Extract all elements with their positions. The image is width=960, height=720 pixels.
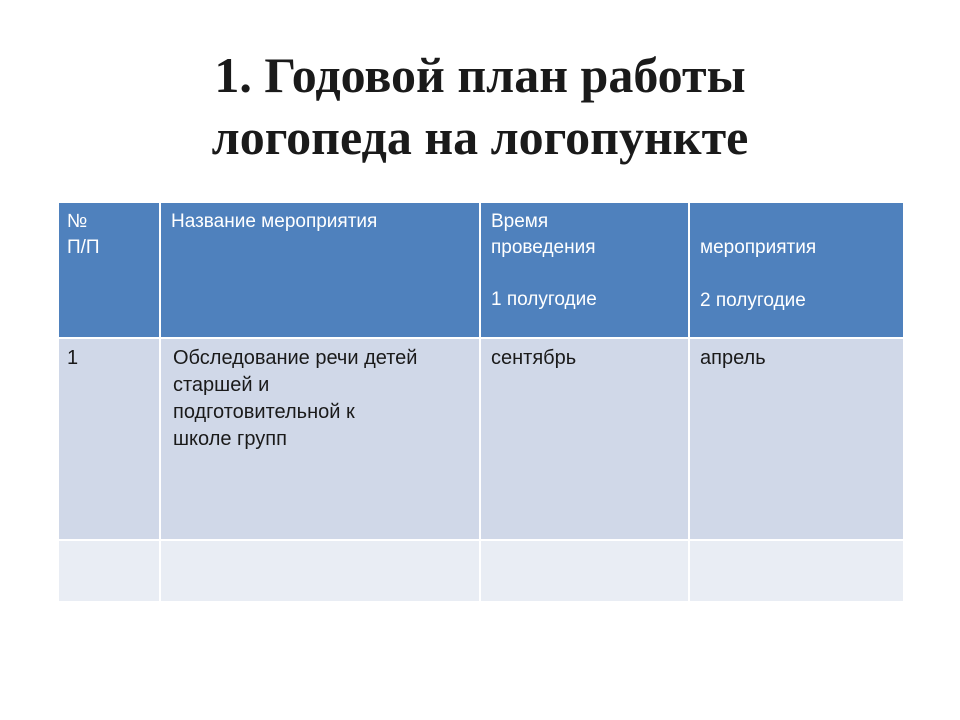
empty-number-cell [58, 540, 160, 602]
empty-half2-cell [689, 540, 904, 602]
header-half2: 2 полугодие [700, 290, 806, 311]
plan-table [57, 201, 905, 603]
header-number-label: П/П [67, 237, 100, 258]
row-half1-cell [480, 338, 689, 540]
header-name-label: Название мероприятия [171, 211, 378, 232]
row-name-cell [160, 338, 480, 540]
header-events-label: мероприятия [700, 237, 817, 258]
header-time-line1: Время [491, 211, 549, 232]
title-line-1: 1. Годовой план работы [214, 47, 746, 103]
header-events [689, 202, 904, 338]
row-name-line: школе групп [173, 428, 287, 450]
row-name-line: старшей и [173, 374, 270, 396]
row-half2-cell [689, 338, 904, 540]
row-half1-value: сентябрь [491, 347, 577, 369]
row-number: 1 [67, 347, 79, 369]
table-row [58, 338, 904, 540]
title-line-2: логопеда на логопункте [211, 109, 749, 165]
row-name-line: подготовительной к [173, 401, 355, 423]
header-number-symbol: № [67, 211, 88, 232]
header-half1: 1 полугодие [491, 289, 597, 310]
table-header-row [58, 202, 904, 338]
page-title [0, 44, 960, 168]
row-name-line: Обследование речи детей [173, 347, 418, 369]
table-row-empty [58, 540, 904, 602]
header-time-line2: проведения [491, 237, 596, 258]
row-half2-value: апрель [700, 347, 766, 369]
header-number [58, 202, 160, 338]
row-number-cell [58, 338, 160, 540]
empty-half1-cell [480, 540, 689, 602]
header-time [480, 202, 689, 338]
empty-name-cell [160, 540, 480, 602]
header-name [160, 202, 480, 338]
